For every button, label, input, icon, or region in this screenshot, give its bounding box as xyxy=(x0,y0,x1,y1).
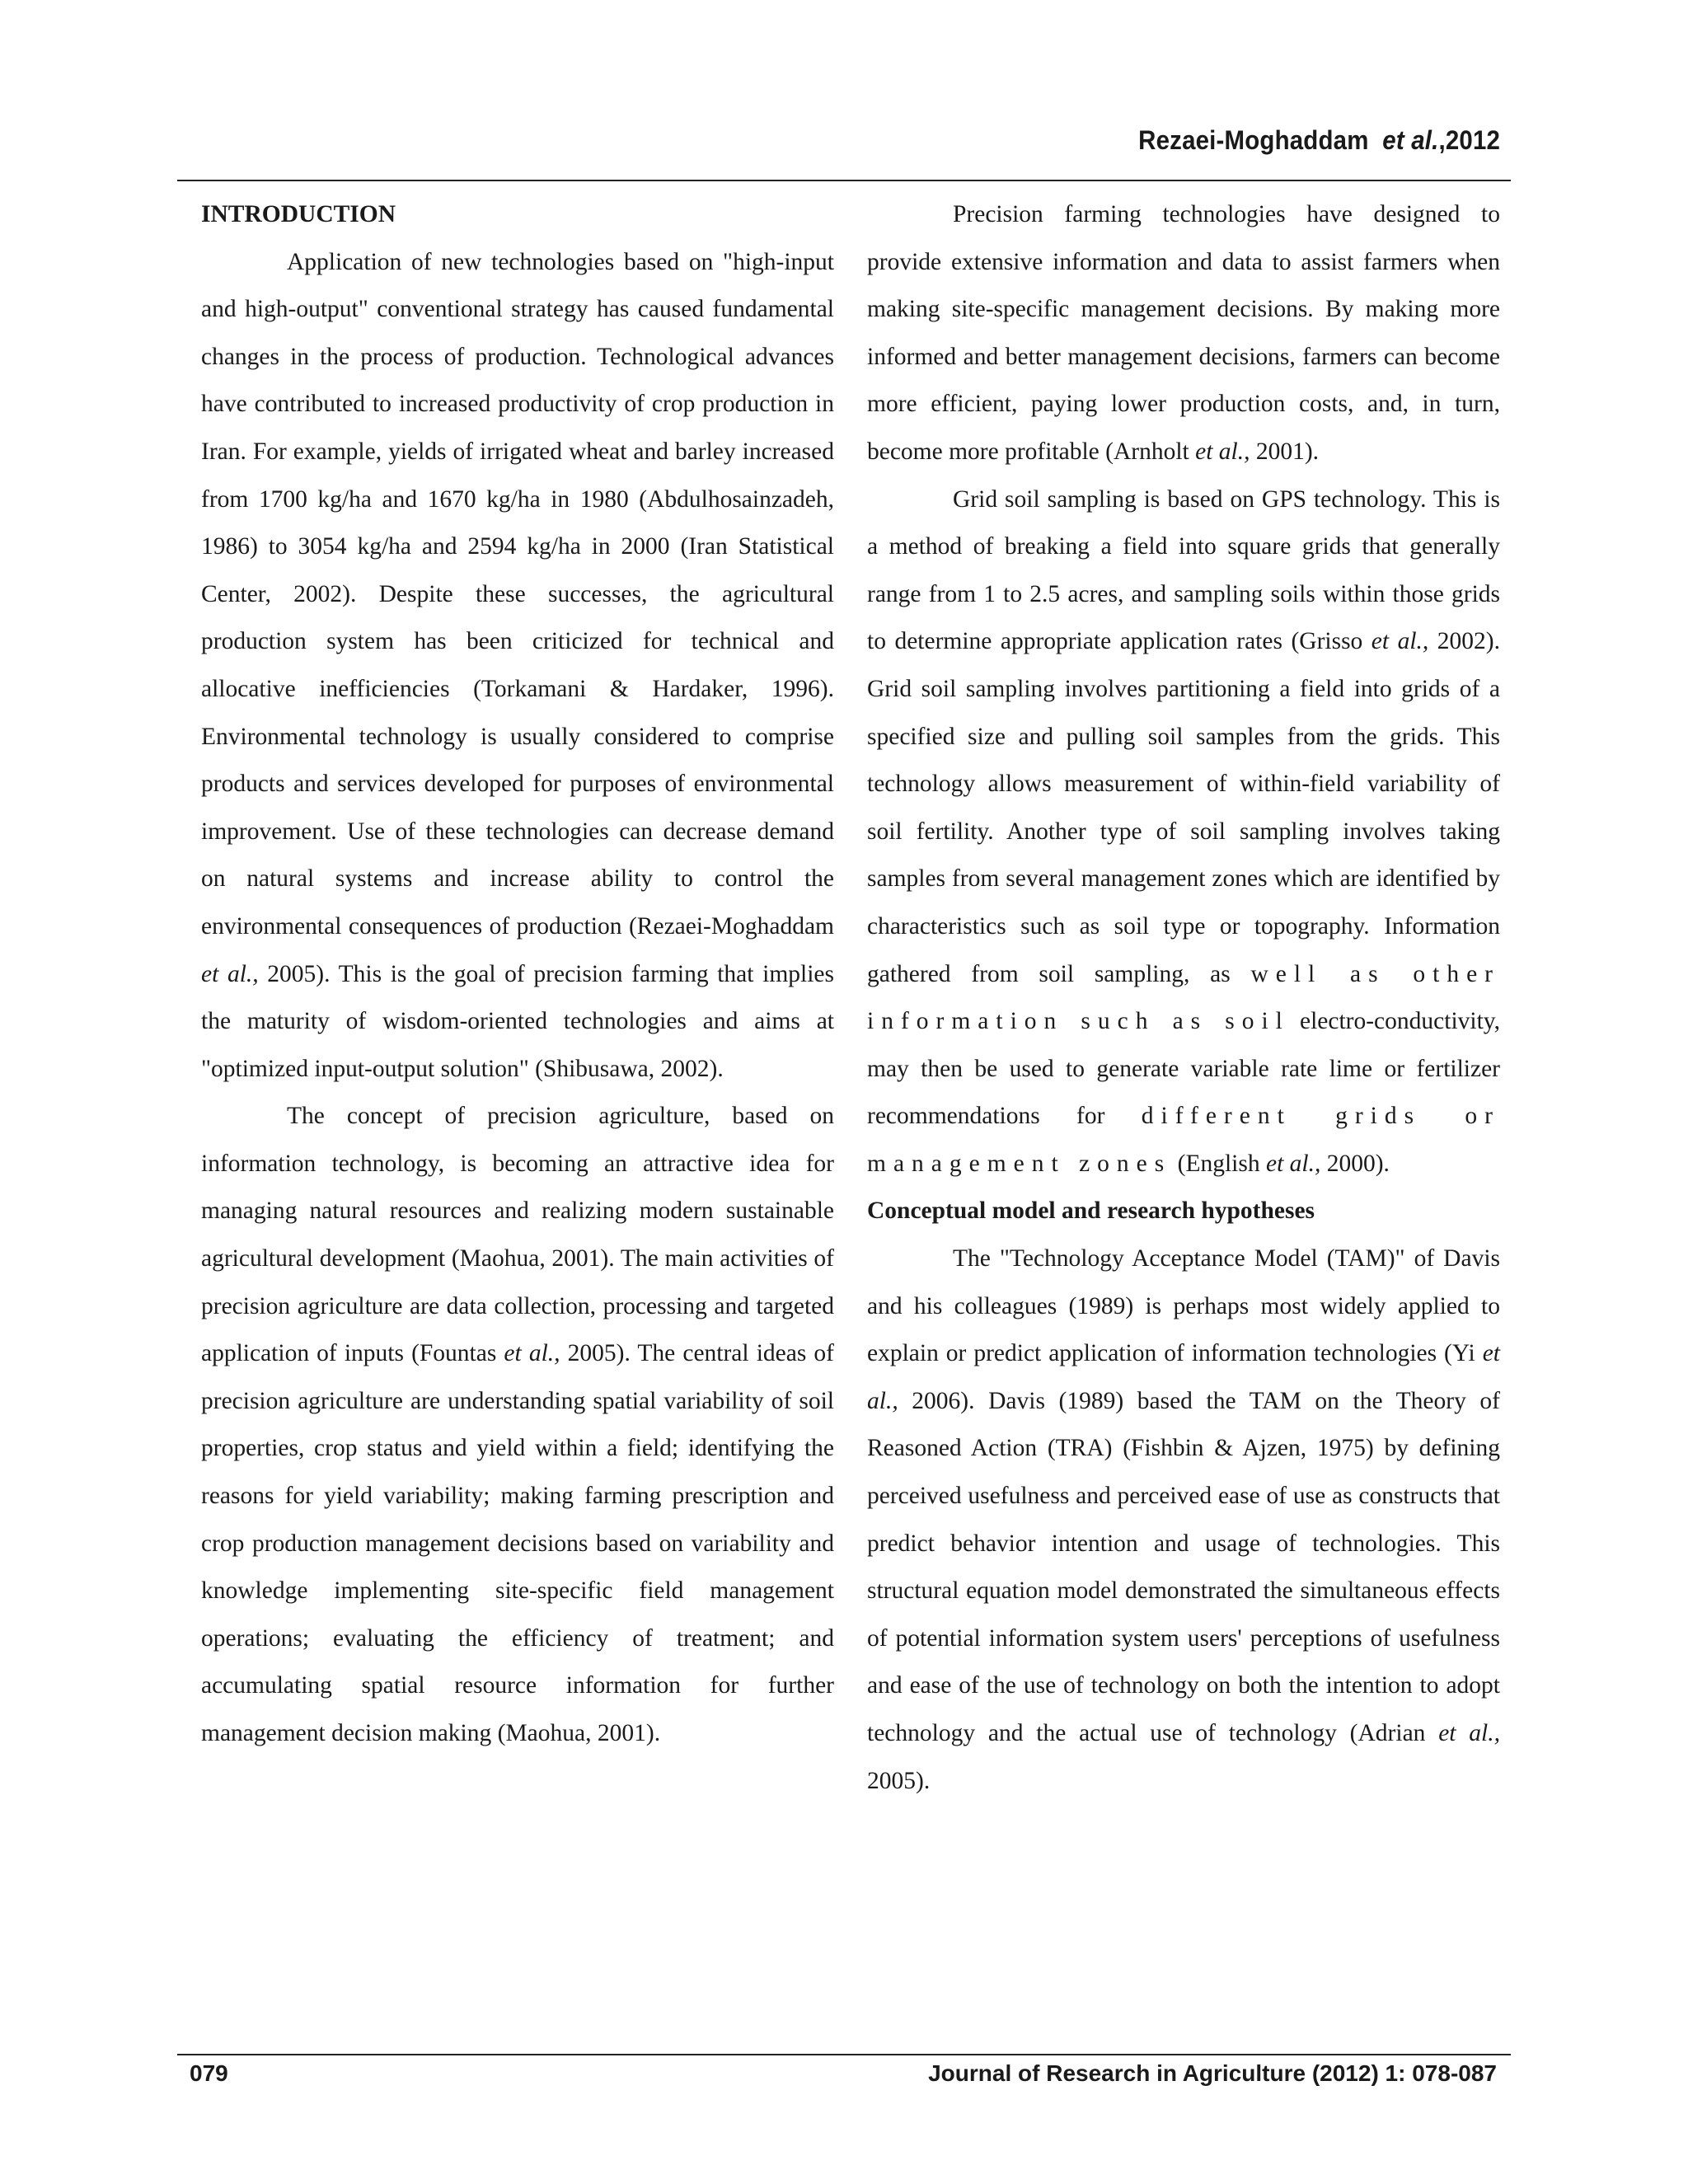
right-p2-etal-2: et al., xyxy=(1265,1150,1321,1177)
conceptual-model-heading: Conceptual model and research hypotheses xyxy=(867,1197,1315,1225)
right-p3-text-c: 2005). xyxy=(867,1767,931,1794)
right-p2-etal: et al., xyxy=(1371,628,1429,655)
left-p2-text-a: The concept of precision agriculture, based on information technology, is becoming an attractive idea for managing natural resources and realizing modern sustainable agricultural development (Maohua, 2001). The main activities of precision agriculture are data collection, processing and targeted application of inputs (Fountas xyxy=(201,1103,834,1367)
right-paragraph-1 xyxy=(867,191,1500,476)
page-number: 079 xyxy=(190,2060,228,2086)
header-year: ,2012 xyxy=(1438,125,1500,155)
left-column xyxy=(201,191,834,1758)
left-p1-etal: et al., xyxy=(201,960,259,987)
right-p1-etal: et al., xyxy=(1195,438,1250,465)
right-p3-text-a: The "Technology Acceptance Model (TAM)" of Davis and his colleagues (1989) is perhaps most widely applied to explain or predict application of information technologies (Yi xyxy=(867,1245,1500,1367)
right-p3-etal-2: et al., xyxy=(1438,1720,1500,1746)
right-p3-etal: et al., xyxy=(867,1340,1500,1414)
introduction-heading: INTRODUCTION xyxy=(201,201,396,227)
right-p2-spread-line-2: different grids or management zones xyxy=(867,1103,1500,1177)
right-p2-spread-line-1: well as other information such as soil xyxy=(867,960,1500,1035)
right-p2-text-c: electro-conductivity, may then be used to generate variable rate lime or fertilizer recommendations for xyxy=(867,1008,1500,1130)
right-p1-text-a: Precision farming technologies have designed to provide extensive information and data to assist farmers when making site-specific management decisions. By making more informed and better management decisions, farmers can become more efficient, paying lower production costs, and, in turn, become more profitable (Arnholt xyxy=(867,201,1500,465)
left-p2-etal: et al., xyxy=(504,1340,560,1367)
left-p2-text-b: 2005). The central ideas of precision agriculture are understanding spatial variability of soil properties, crop status and yield within a field; identifying the reasons for yield variability; making farming prescription and crop production management decisions based on variability and knowledge implementing site-specific field management operations; evaluating the efficiency of treatment; and accumulating spatial resource information for further management decision making (Maohua, 2001). xyxy=(201,1340,834,1746)
right-paragraph-3 xyxy=(867,1235,1500,1805)
running-header xyxy=(1138,125,1500,156)
right-column xyxy=(867,191,1500,1805)
right-p2-text-d: (English xyxy=(1171,1150,1266,1177)
right-p2-text-e: 2000). xyxy=(1320,1150,1390,1177)
header-author: Rezaei-Moghaddam xyxy=(1138,125,1369,155)
right-p2-text-a: Grid soil sampling is based on GPS technology. This is a method of breaking a field into square grids that generally range from 1 to 2.5 acres, and sampling soils within those grids to determine appropriate application rates (Grisso xyxy=(867,485,1500,655)
right-paragraph-2 xyxy=(867,476,1500,1188)
header-rule xyxy=(177,180,1511,181)
left-p1-text-b: 2005). This is the goal of precision farming that implies the maturity of wisdom-oriented technologies and aims at "optimized input-output solution" (Shibusawa, 2002). xyxy=(201,960,834,1082)
header-etal: et al. xyxy=(1382,125,1439,155)
footer-rule xyxy=(177,2054,1511,2055)
left-paragraph-1 xyxy=(201,239,834,1094)
left-p1-text-a: Application of new technologies based on "high-input and high-output" conventional strategy has caused fundamental changes in the process of production. Technological advances have contributed to increased productivity of crop production in Iran. For example, yields of irrigated wheat and barley increased from 1700 kg/ha and 1670 kg/ha in 1980 (Abdulhosainzadeh, 1986) to 3054 kg/ha and 2594 kg/ha in 2000 (Iran Statistical Center, 2002). Despite these successes, the agricultural production system has been criticized for technical and allocative inefficiencies (Torkamani & Hardaker, 1996). Environmental technology is usually considered to comprise products and services developed for purposes of environmental improvement. Use of these technologies can decrease demand on natural systems and increase ability to control the environmental consequences of production (Rezaei-Moghaddam xyxy=(201,248,834,940)
right-p3-text-b: 2006). Davis (1989) based the TAM on the Theory of Reasoned Action (TRA) (Fishbin & Ajzen, 1975) by defining perceived usefulness and perceived ease of use as constructs that predict behavior intention and usage of technologies. This structural equation model demonstrated the simultaneous effects of potential information system users' perceptions of usefulness and ease of the use of technology on both the intention to adopt technology and the actual use of technology (Adrian xyxy=(867,1387,1500,1746)
left-paragraph-2 xyxy=(201,1093,834,1757)
right-p2-text-b: 2002). Grid soil sampling involves partitioning a field into grids of a specified size and pulling soil samples from the grids. This technology allows measurement of within-field variability of soil fertility. Another type of soil sampling involves taking samples from several management zones which are identified by characteristics such as soil type or topography. Information gathered from soil sampling, as xyxy=(867,628,1500,987)
right-p1-text-b: 2001). xyxy=(1250,438,1320,465)
journal-citation: Journal of Research in Agriculture (2012) 1: 078-087 xyxy=(928,2060,1497,2086)
